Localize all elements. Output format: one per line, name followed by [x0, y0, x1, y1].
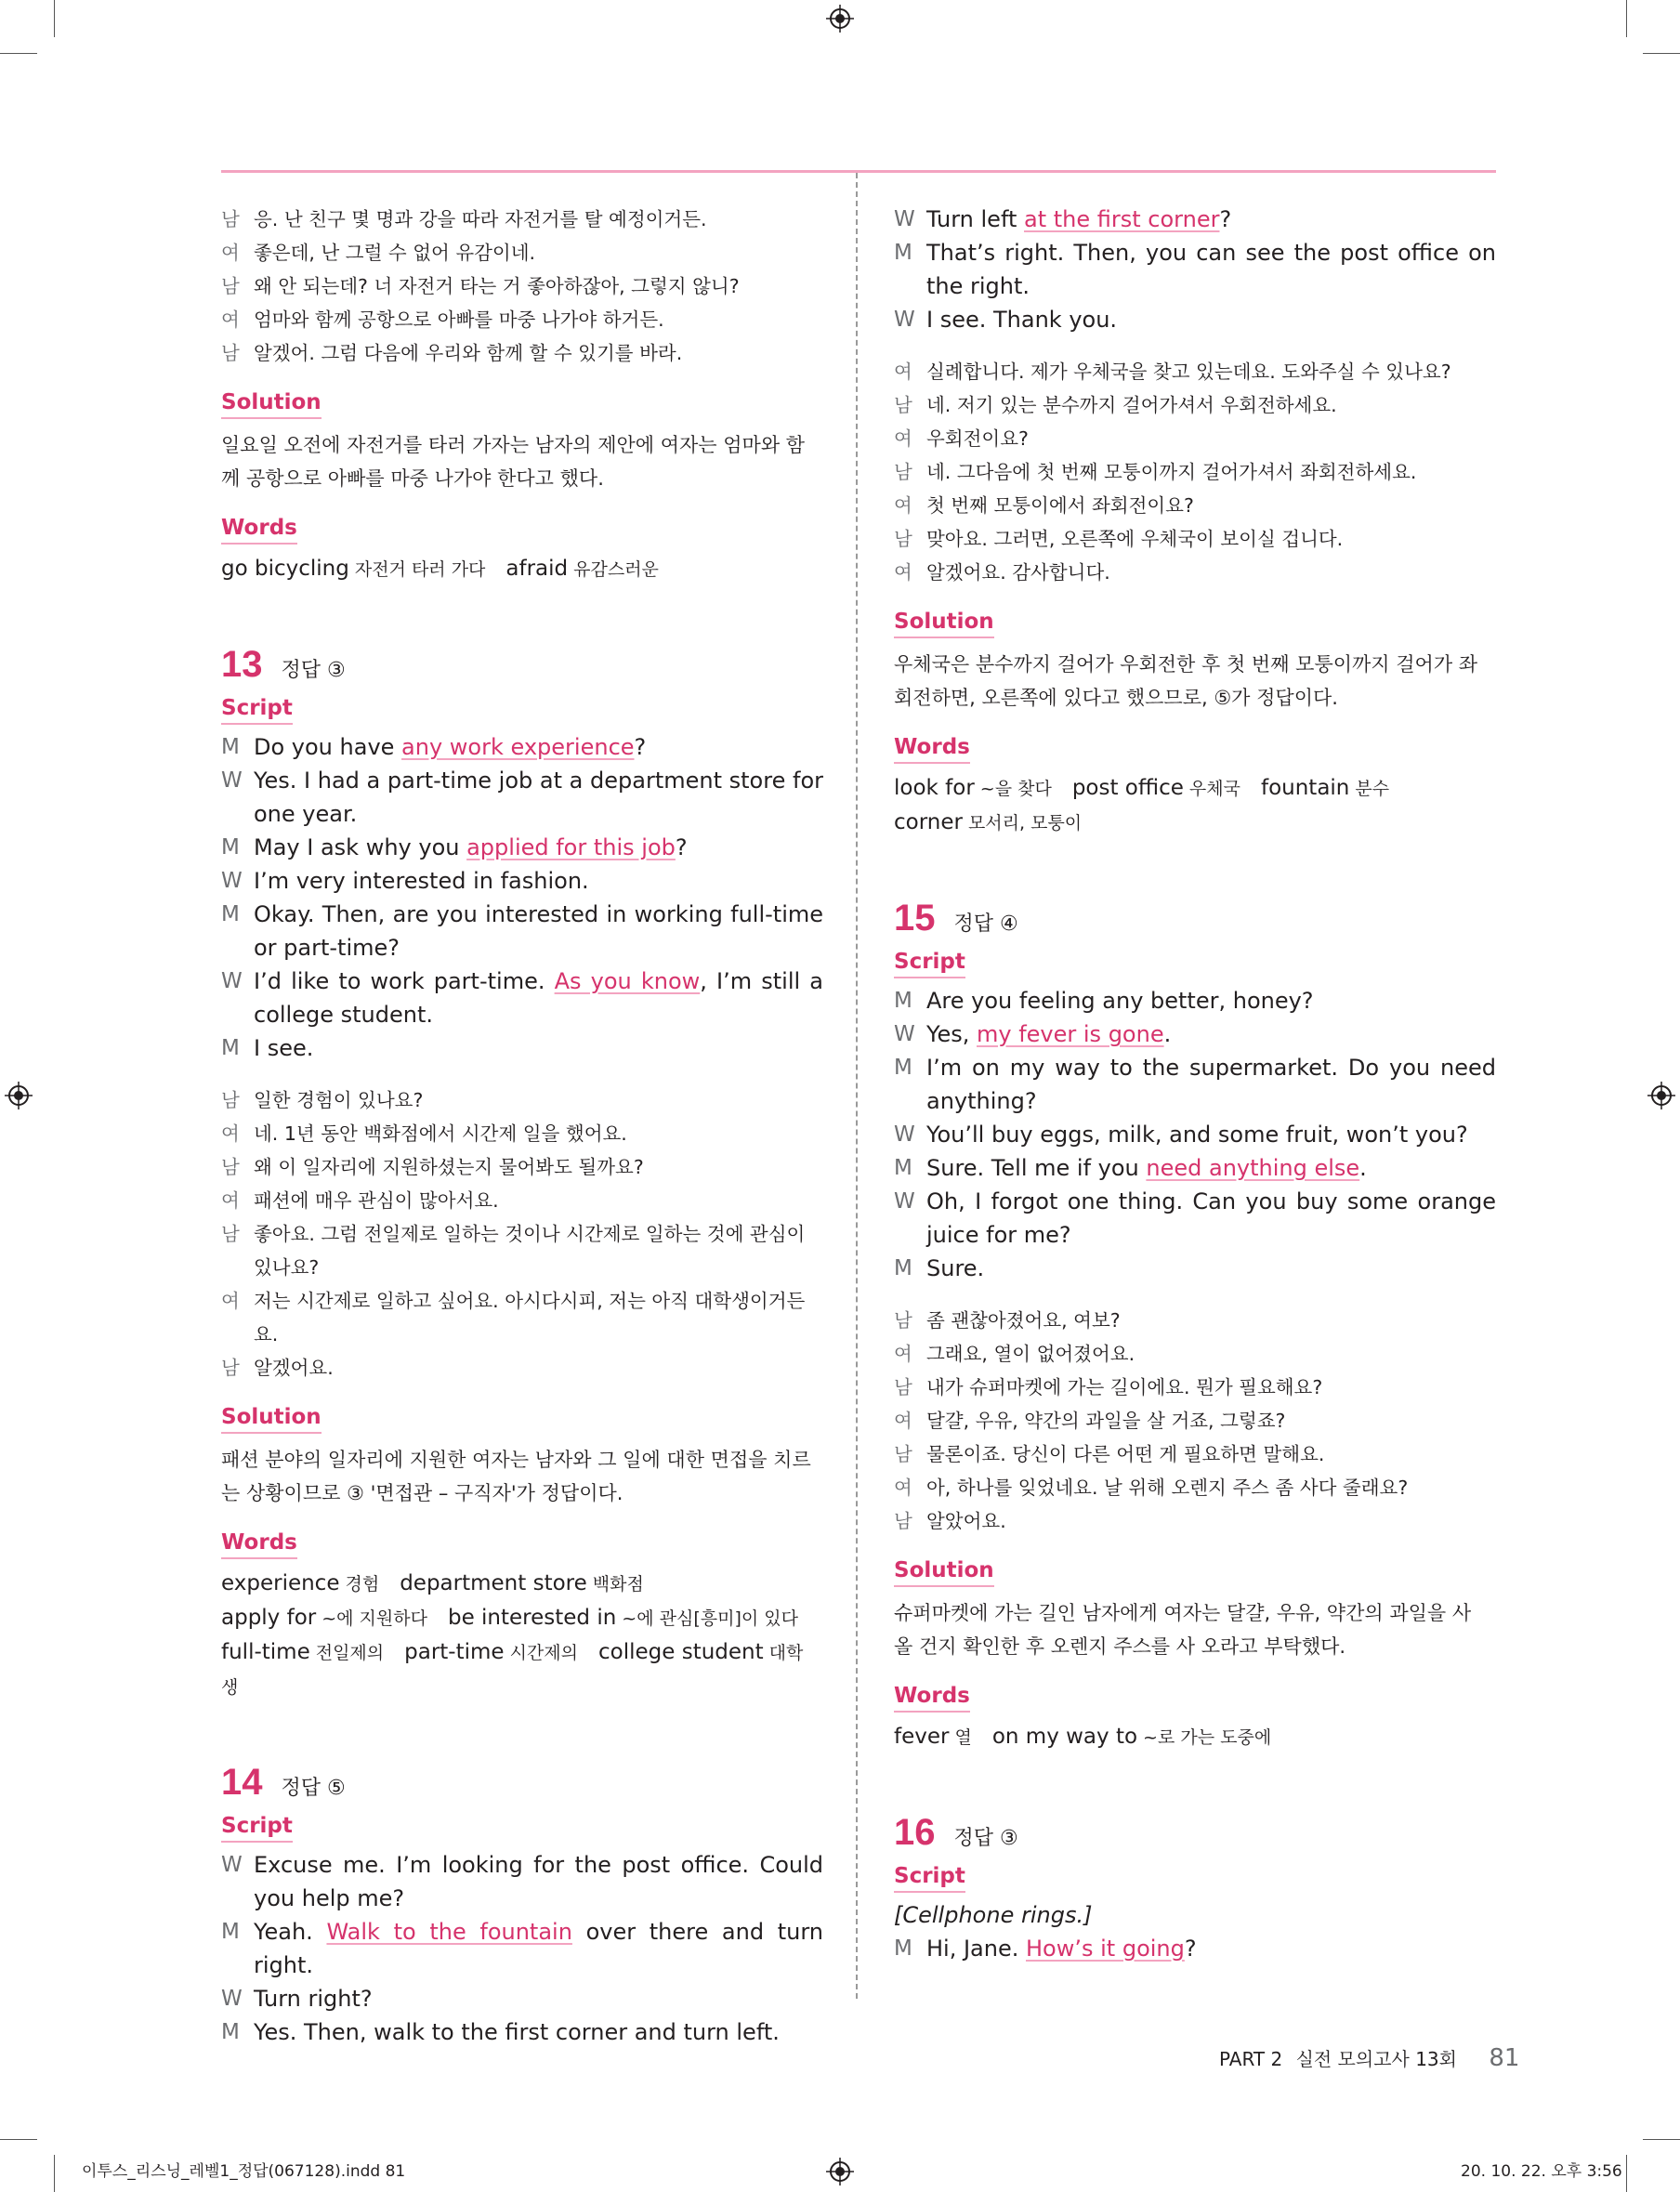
- crop-mark: [1643, 2139, 1680, 2140]
- highlight-phrase: need anything else: [1146, 1155, 1360, 1181]
- dialog-line: [221, 1848, 823, 1915]
- script-dialog-en: [894, 984, 1496, 1285]
- dialog-line-ko: [221, 236, 823, 269]
- dialog-line-ko: [894, 489, 1496, 522]
- dialog-text: 알겠어. 그럼 다음에 우리와 함께 할 수 있기를 바라.: [254, 342, 683, 364]
- question-header: [894, 896, 1496, 940]
- dialog-line: [221, 864, 823, 898]
- dialog-line: [894, 1252, 1496, 1285]
- script-dialog-ko: [894, 1304, 1496, 1538]
- dialog-line: [221, 730, 823, 764]
- dialog-text: [254, 965, 823, 1031]
- script-dialog-en: [221, 730, 823, 1065]
- crop-mark: [1643, 53, 1680, 54]
- dialog-text: 엄마와 함께 공항으로 아빠를 마중 나가야 하거든.: [254, 308, 664, 331]
- text-segment: Sure.: [926, 1255, 985, 1281]
- crop-mark: [1626, 0, 1627, 37]
- speaker: W: [221, 1987, 243, 2011]
- speaker: W: [221, 869, 243, 893]
- speaker: 남: [894, 1309, 912, 1332]
- footer-title: 실전 모의고사 13회: [1295, 2048, 1457, 2070]
- answer-text: 정답 ④: [953, 912, 1018, 936]
- word-en: fever: [894, 1725, 950, 1749]
- dialog-text: [254, 1982, 823, 2015]
- dialog-text: 좀 괜찮아졌어요, 여보?: [926, 1309, 1121, 1332]
- dialog-line-ko: [894, 355, 1496, 388]
- words-list: [894, 1720, 1496, 1754]
- script-label: Script: [221, 1812, 293, 1843]
- words-row: [221, 1601, 823, 1635]
- dialog-line: [221, 965, 823, 1031]
- speaker: M: [894, 1156, 912, 1180]
- script-dialog-en: [894, 1932, 1496, 1965]
- text-segment: I’d like to work part-time.: [254, 968, 555, 994]
- speaker: M: [221, 1036, 240, 1060]
- speaker: 여: [894, 361, 912, 383]
- words-row: [221, 1635, 823, 1704]
- word-en: post office: [1071, 776, 1184, 800]
- dialog-line-ko: [894, 1337, 1496, 1371]
- text-segment: You’ll buy eggs, milk, and some fruit, won’t you?: [926, 1122, 1468, 1148]
- highlight-phrase: my fever is gone: [977, 1021, 1164, 1047]
- dialog-line-ko: [894, 1404, 1496, 1437]
- dialog-text: [926, 1252, 1496, 1285]
- dialog-line-ko: [894, 455, 1496, 489]
- word-en: experience: [221, 1571, 340, 1595]
- highlight-phrase: at the first corner: [1024, 206, 1220, 232]
- speaker: 남: [221, 1156, 240, 1178]
- solution-text: 일요일 오전에 자전거를 타러 가자는 남자의 제안에 여자는 엄마와 함께 공항으로 아빠를 마중 나가야 한다고 했다.: [221, 434, 806, 490]
- dialog-text: 네. 저기 있는 분수까지 걸어가셔서 우회전하세요.: [926, 394, 1337, 416]
- dialog-line-ko: [221, 1117, 823, 1150]
- solution-text: 패션 분야의 일자리에 지원한 여자는 남자와 그 일에 대한 면접을 치르는 상황이므로 ③ '면접관 – 구직자'가 정답이다.: [221, 1449, 811, 1504]
- script-label: Script: [894, 948, 965, 978]
- dialog-text: [926, 984, 1496, 1017]
- speaker: W: [221, 1853, 243, 1877]
- text-segment: I see. Thank you.: [926, 307, 1118, 333]
- dialog-text: [926, 1118, 1496, 1151]
- answer-text: 정답 ⑤: [281, 1777, 346, 1800]
- speaker: M: [221, 835, 240, 860]
- script-label: Script: [221, 694, 293, 725]
- speaker: 여: [221, 1290, 240, 1312]
- dialog-text: 달걀, 우유, 약간의 과일을 살 거죠, 그렇죠?: [926, 1410, 1286, 1432]
- word-ko: 유감스러운: [573, 559, 659, 580]
- speaker: 여: [221, 1189, 240, 1212]
- word-ko: 백화점: [592, 1574, 644, 1595]
- dialog-text: 우회전이요?: [926, 427, 1029, 450]
- words-label: Words: [894, 733, 970, 764]
- word-ko: 경험: [345, 1574, 380, 1595]
- text-segment: Yeah.: [254, 1919, 327, 1945]
- speaker: 여: [894, 1477, 912, 1499]
- dialog-line-ko: [894, 522, 1496, 556]
- crop-mark: [54, 0, 55, 37]
- dialog-text: [254, 1915, 823, 1982]
- dialog-text: 알겠어요. 감사합니다.: [926, 561, 1110, 584]
- text-segment: , I’m still a college student.: [254, 968, 823, 1028]
- text-segment: ?: [675, 834, 688, 860]
- dialog-text: 네. 그다음에 첫 번째 모퉁이까지 걸어가셔서 좌회전하세요.: [926, 461, 1417, 483]
- speaker: M: [894, 1256, 912, 1280]
- dialog-line: [894, 1151, 1496, 1185]
- dialog-line-ko: [221, 303, 823, 336]
- dialog-text: 네. 1년 동안 백화점에서 시간제 일을 했어요.: [254, 1122, 627, 1145]
- dialog-text: [926, 1932, 1496, 1965]
- speaker: M: [894, 241, 912, 265]
- speaker: 여: [221, 242, 240, 264]
- script-label: Script: [894, 1862, 965, 1893]
- dialog-line: [221, 2015, 823, 2049]
- speaker: W: [894, 207, 915, 231]
- dialog-text: [926, 303, 1496, 336]
- solution-label: Solution: [221, 388, 322, 419]
- crop-mark: [0, 2139, 37, 2140]
- text-segment: Turn left: [926, 206, 1025, 232]
- word-ko: ~에 지원하다: [322, 1608, 427, 1629]
- word-ko: ~을 찾다: [979, 779, 1052, 799]
- speaker: M: [221, 2020, 240, 2044]
- crop-mark: [0, 53, 37, 54]
- dialog-text: [926, 1051, 1496, 1118]
- script-dialog-en: [221, 1848, 823, 2049]
- dialog-text: 실례합니다. 제가 우체국을 찾고 있는데요. 도와주실 수 있나요?: [926, 361, 1451, 383]
- word-en: corner: [894, 810, 963, 834]
- question-header: [894, 1810, 1496, 1855]
- dialog-line-ko: [221, 1150, 823, 1184]
- word-en: part-time: [404, 1640, 505, 1664]
- word-en: department store: [400, 1571, 587, 1595]
- header-rule: [221, 170, 1496, 173]
- dialog-text: [254, 1848, 823, 1915]
- speaker: 남: [894, 394, 912, 416]
- speaker: 남: [221, 1089, 240, 1111]
- script-dialog-en: [894, 203, 1496, 336]
- speaker: M: [894, 989, 912, 1013]
- text-segment: I see.: [254, 1035, 314, 1061]
- dialog-text: 첫 번째 모퉁이에서 좌회전이요?: [926, 494, 1194, 517]
- speaker: W: [894, 1122, 915, 1147]
- dialog-text: [926, 236, 1496, 303]
- solution-label: Solution: [221, 1403, 322, 1434]
- script-dialog-ko: [894, 355, 1496, 589]
- text-segment: Yes,: [926, 1021, 977, 1047]
- dialog-line-ko: [894, 1504, 1496, 1538]
- dialog-text: [254, 864, 823, 898]
- speaker: 여: [894, 494, 912, 517]
- text-segment: Yes. Then, walk to the first corner and turn left.: [254, 2019, 780, 2045]
- word-ko: 자전거 타러 가다: [354, 559, 486, 580]
- dialog-line: [894, 1017, 1496, 1051]
- dialog-line-ko: [221, 1217, 823, 1284]
- left-column: [221, 203, 823, 2049]
- word-ko: 전일제의: [315, 1643, 385, 1663]
- dialog-line: [894, 203, 1496, 236]
- speaker: W: [221, 969, 243, 993]
- column-divider: [856, 173, 858, 1999]
- dialog-line-ko: [221, 1351, 823, 1385]
- speaker: 여: [221, 308, 240, 331]
- words-label: Words: [894, 1682, 970, 1713]
- question-header: [221, 1760, 823, 1805]
- registration-mark-icon: [826, 5, 854, 33]
- dialog-line: [221, 764, 823, 831]
- highlight-phrase: Walk to the fountain: [326, 1919, 572, 1945]
- text-segment: I’m on my way to the supermarket. Do you need anything?: [926, 1055, 1496, 1114]
- text-segment: Sure. Tell me if you: [926, 1155, 1147, 1181]
- text-segment: Excuse me. I’m looking for the post office. Could you help me?: [254, 1852, 823, 1911]
- word-en: apply for: [221, 1606, 317, 1630]
- dialog-text: 그래요, 열이 없어졌어요.: [926, 1343, 1135, 1365]
- word-ko: ~로 가는 도중에: [1143, 1727, 1272, 1748]
- speaker: 남: [894, 1510, 912, 1532]
- dialog-text: 왜 이 일자리에 지원하셨는지 물어봐도 될까요?: [254, 1156, 644, 1178]
- text-segment: Do you have: [254, 734, 402, 760]
- dialog-line-ko: [894, 1304, 1496, 1337]
- dialog-text: [926, 1151, 1496, 1185]
- text-segment: .: [1359, 1155, 1367, 1181]
- dialog-line: [221, 898, 823, 965]
- speaker: M: [894, 1056, 912, 1080]
- word-ko: 열: [954, 1727, 972, 1748]
- solution-label: Solution: [894, 1556, 994, 1587]
- dialog-text: 내가 슈퍼마켓에 가는 길이에요. 뭔가 필요해요?: [926, 1376, 1323, 1398]
- dialog-text: [254, 831, 823, 864]
- registration-mark-icon: [1647, 1082, 1675, 1109]
- dialog-text: 응. 난 친구 몇 명과 강을 따라 자전거를 탈 예정이거든.: [254, 208, 707, 230]
- dialog-text: [926, 1185, 1496, 1252]
- dialog-text: 아, 하나를 잊었네요. 날 위해 오렌지 주스 좀 사다 줄래요?: [926, 1477, 1409, 1499]
- word-ko: 우체국: [1188, 779, 1240, 799]
- slug-date: 20. 10. 22. 오후 3:56: [1461, 2162, 1622, 2181]
- dialog-text: [254, 730, 823, 764]
- word-en: college student: [598, 1640, 764, 1664]
- dialog-text: 좋아요. 그럼 전일제로 일하는 것이나 시간제로 일하는 것에 관심이 있나요?: [254, 1223, 806, 1279]
- dialog-text: [926, 203, 1496, 236]
- words-row: [221, 1567, 823, 1601]
- speaker: 남: [221, 275, 240, 297]
- word-ko: ~에 관심[흥미]이 있다: [622, 1608, 798, 1629]
- dialog-line: [894, 303, 1496, 336]
- dialog-text: 일한 경험이 있나요?: [254, 1089, 424, 1111]
- dialog-line: [894, 1118, 1496, 1151]
- dialog-text: 알았어요.: [926, 1510, 1006, 1532]
- highlight-phrase: applied for this job: [466, 834, 676, 860]
- speaker: 여: [894, 427, 912, 450]
- answer-text: 정답 ③: [953, 1827, 1018, 1850]
- dialog-text: 저는 시간제로 일하고 싶어요. 아시다시피, 저는 아직 대학생이거든요.: [254, 1290, 806, 1345]
- text-segment: ?: [1219, 206, 1232, 232]
- dialog-text: 좋은데, 난 그럴 수 없어 유감이네.: [254, 242, 536, 264]
- text-segment: May I ask why you: [254, 834, 467, 860]
- speaker: 남: [894, 1376, 912, 1398]
- dialog-line-ko: [221, 1184, 823, 1217]
- speaker: M: [221, 735, 240, 759]
- right-column: [894, 203, 1496, 1965]
- dialog-line-ko: [221, 203, 823, 236]
- dialog-line: [894, 236, 1496, 303]
- highlight-phrase: How’s it going: [1026, 1936, 1185, 1962]
- question-header: [221, 642, 823, 687]
- dialog-line: [894, 1932, 1496, 1965]
- text-segment: Okay. Then, are you interested in working full-time or part-time?: [254, 901, 823, 961]
- word-en: look for: [894, 776, 975, 800]
- speaker: 남: [894, 1443, 912, 1465]
- word-en: go bicycling: [221, 557, 349, 581]
- speaker: 남: [894, 461, 912, 483]
- speaker: W: [894, 1022, 915, 1046]
- footer-part: PART 2: [1219, 2048, 1283, 2070]
- words-label: Words: [221, 1529, 297, 1559]
- question-number: 16: [894, 1812, 936, 1853]
- words-row: [221, 552, 823, 586]
- dialog-line-ko: [221, 1083, 823, 1117]
- dialog-text: [926, 1017, 1496, 1051]
- dialog-line-ko: [894, 1471, 1496, 1504]
- dialog-line: [894, 1185, 1496, 1252]
- answer-text: 정답 ③: [281, 659, 346, 682]
- speaker: W: [894, 308, 915, 332]
- dialog-text: [254, 1031, 823, 1065]
- solution-label: Solution: [894, 608, 994, 638]
- speaker: 남: [221, 342, 240, 364]
- slug-file: 이투스_리스닝_레벨1_정답(067128).indd 81: [82, 2162, 406, 2181]
- words-row: [894, 771, 1496, 806]
- dialog-line: [221, 1915, 823, 1982]
- page-number: 81: [1489, 2044, 1520, 2072]
- speaker: 여: [894, 1343, 912, 1365]
- dialog-line-ko: [221, 336, 823, 370]
- text-segment: Turn right?: [254, 1986, 373, 2012]
- text-segment: .: [1163, 1021, 1172, 1047]
- dialog-line-ko: [894, 556, 1496, 589]
- question-number: 13: [221, 644, 263, 685]
- word-en: fountain: [1260, 776, 1350, 800]
- word-ko: 모서리, 모퉁이: [967, 813, 1083, 833]
- speaker: 남: [221, 208, 240, 230]
- speaker: M: [894, 1936, 912, 1961]
- words-row: [894, 806, 1496, 840]
- crop-mark: [54, 2155, 55, 2192]
- text-segment: Are you feeling any better, honey?: [926, 988, 1314, 1014]
- speaker: 남: [221, 1223, 240, 1245]
- script-dialog-ko: [221, 1083, 823, 1385]
- words-list: [221, 1567, 823, 1704]
- stage-direction: [Cellphone rings.]: [894, 1902, 1093, 1928]
- text-segment: over there and turn right.: [254, 1919, 823, 1978]
- registration-mark-icon: [5, 1082, 33, 1109]
- speaker: 여: [894, 1410, 912, 1432]
- text-segment: I’m very interested in fashion.: [254, 868, 589, 894]
- speaker: 여: [221, 1122, 240, 1145]
- speaker: M: [221, 902, 240, 926]
- word-en: full-time: [221, 1640, 310, 1664]
- word-ko: 시간제의: [509, 1643, 578, 1663]
- speaker: M: [221, 1920, 240, 1944]
- text-segment: Oh, I forgot one thing. Can you buy some orange juice for me?: [926, 1188, 1496, 1248]
- speaker: 남: [894, 528, 912, 550]
- dialog-line: [221, 1982, 823, 2015]
- solution-text: 우체국은 분수까지 걸어가 우회전한 후 첫 번째 모퉁이까지 걸어가 좌회전하면, 오른쪽에 있다고 했으므로, ⑤가 정답이다.: [894, 653, 1478, 709]
- dialog-line-ko: [894, 422, 1496, 455]
- text-segment: Hi, Jane.: [926, 1936, 1026, 1962]
- words-list: [221, 552, 823, 586]
- word-ko: 분수: [1355, 779, 1390, 799]
- dialog-line: [894, 984, 1496, 1017]
- dialog-text: 왜 안 되는데? 너 자전거 타는 거 좋아하잖아, 그렇지 않니?: [254, 275, 740, 297]
- solution-text: 슈퍼마켓에 가는 길인 남자에게 여자는 달걀, 우유, 약간의 과일을 사 올 건지 확인한 후 오렌지 주스를 사 오라고 부탁했다.: [894, 1602, 1472, 1658]
- dialog-line-ko: [894, 1371, 1496, 1404]
- prev-dialog-ko: [221, 203, 823, 370]
- dialog-line-ko: [894, 1437, 1496, 1471]
- word-ko: 대학생: [221, 1643, 804, 1698]
- dialog-text: [254, 764, 823, 831]
- highlight-phrase: As you know: [554, 968, 701, 994]
- text-segment: ?: [1184, 1936, 1197, 1962]
- dialog-line-ko: [221, 1284, 823, 1351]
- highlight-phrase: any work experience: [401, 734, 635, 760]
- dialog-text: [254, 2015, 823, 2049]
- words-label: Words: [221, 514, 297, 545]
- word-en: on my way to: [991, 1725, 1138, 1749]
- speaker: W: [894, 1189, 915, 1214]
- text-segment: ?: [634, 734, 647, 760]
- dialog-line: [221, 831, 823, 864]
- dialog-text: [254, 898, 823, 965]
- registration-mark-icon: [826, 2158, 854, 2185]
- speaker: 남: [221, 1357, 240, 1379]
- words-list: [894, 771, 1496, 840]
- dialog-line: [894, 1051, 1496, 1118]
- words-row: [894, 1720, 1496, 1754]
- question-number: 14: [221, 1762, 263, 1803]
- speaker: W: [221, 768, 243, 793]
- text-segment: Yes. I had a part-time job at a department store for one year.: [254, 768, 823, 827]
- dialog-text: 패션에 매우 관심이 많아서요.: [254, 1189, 499, 1212]
- dialog-text: 물론이죠. 당신이 다른 어떤 게 필요하면 말해요.: [926, 1443, 1325, 1465]
- word-en: afraid: [505, 557, 569, 581]
- word-en: be interested in: [447, 1606, 617, 1630]
- dialog-line-ko: [221, 269, 823, 303]
- dialog-text: 알겠어요.: [254, 1357, 334, 1379]
- dialog-line-ko: [894, 388, 1496, 422]
- page-footer: [1219, 2044, 1519, 2072]
- crop-mark: [1626, 2155, 1627, 2192]
- dialog-text: 맞아요. 그러면, 오른쪽에 우체국이 보이실 겁니다.: [926, 528, 1344, 550]
- question-number: 15: [894, 898, 936, 938]
- text-segment: That’s right. Then, you can see the post office on the right.: [926, 240, 1496, 299]
- speaker: 여: [894, 561, 912, 584]
- dialog-line: [221, 1031, 823, 1065]
